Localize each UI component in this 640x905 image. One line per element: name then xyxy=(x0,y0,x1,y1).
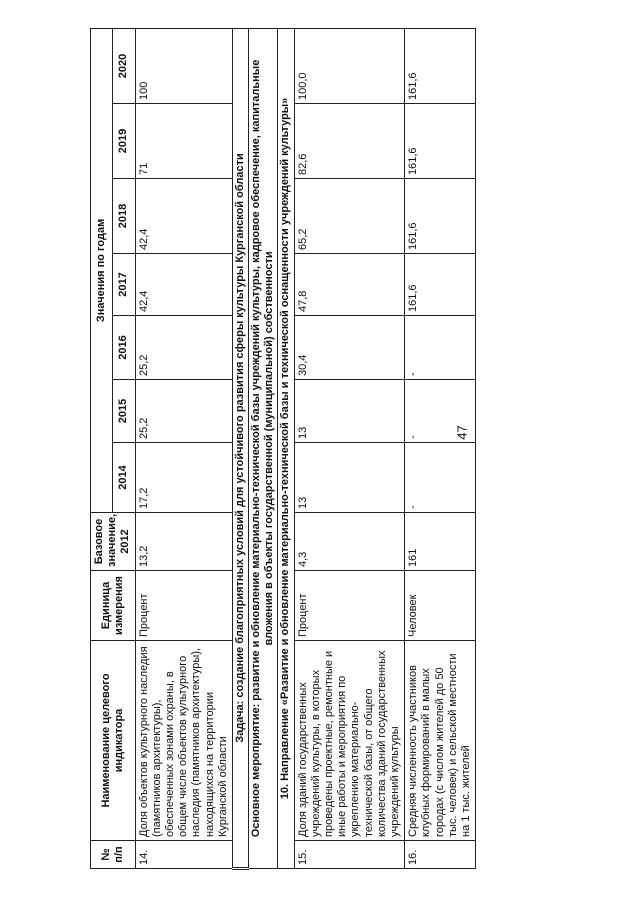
indicators-table xyxy=(90,28,476,870)
indicator-name: Доля объектов культурного наследия (памятников архитектуры), обеспеченных зонами охраны, в общем числе объектов культурного наследия (памятников архитектуры), находящихся на территории Курганской области xyxy=(135,641,232,841)
year-value: 82,6 xyxy=(294,104,405,179)
task-row xyxy=(232,28,248,868)
year-value: - xyxy=(405,316,476,380)
indicator-name: Доля зданий государственных учреждений культуры, в которых проведены проектные, ремонтные и иные работы и мероприятия по укреплению материально-технической базы, от общего количества зданий государственных учреждений культуры xyxy=(294,641,405,841)
year-value: 161,6 xyxy=(405,28,476,103)
year-value: 17,2 xyxy=(135,443,232,513)
indicator-name: Средняя численность участников клубных формирований в малых городах (с числом жителей до 50 тыс. человек) и сельской местности на 1 тыс. жителей xyxy=(405,641,476,841)
year-value: 25,2 xyxy=(135,316,232,380)
unit-cell: Процент xyxy=(135,571,232,641)
row-num: 16. xyxy=(405,841,476,869)
year-value: 100,0 xyxy=(294,28,405,103)
header-year: 2014 xyxy=(113,443,135,513)
header-row-1 xyxy=(91,28,113,868)
header-year: 2016 xyxy=(113,316,135,380)
base-value: 4,3 xyxy=(294,513,405,571)
row-num: 14. xyxy=(135,841,232,869)
year-value: 42,4 xyxy=(135,254,232,316)
header-unit: Единица измерения xyxy=(91,571,136,641)
rotated-page xyxy=(90,30,476,870)
page-number: 47 xyxy=(454,425,470,440)
main-event-heading: Основное мероприятие: развитие и обновление материально-технической базы учреждений культуры, кадровое обеспечение, капитальные вложения в объекты государственной (муниципальной) собственности xyxy=(249,28,278,868)
direction-row xyxy=(278,28,294,868)
year-value: 13 xyxy=(294,443,405,513)
year-value: 25,2 xyxy=(135,380,232,443)
year-value: 161,6 xyxy=(405,254,476,316)
header-year: 2017 xyxy=(113,254,135,316)
year-value: 100 xyxy=(135,28,232,103)
header-year: 2015 xyxy=(113,380,135,443)
year-value: 161,6 xyxy=(405,104,476,179)
header-base: Базовое значение, 2012 xyxy=(91,513,136,571)
table-row xyxy=(135,28,232,868)
header-year: 2020 xyxy=(113,28,135,103)
year-value: 65,2 xyxy=(294,179,405,254)
row-num: 15. xyxy=(294,841,405,869)
year-value: 161,6 xyxy=(405,179,476,254)
year-value: 30,4 xyxy=(294,316,405,380)
direction-heading: 10. Направление «Развитие и обновление материально-технической базы и технической оснащенности учреждений культуры» xyxy=(278,28,294,868)
year-value: 47,8 xyxy=(294,254,405,316)
base-value: 161 xyxy=(405,513,476,571)
year-value: 42,4 xyxy=(135,179,232,254)
header-name: Наименование целевого индикатора xyxy=(91,641,136,841)
year-value: - xyxy=(405,380,476,443)
task-heading: Задача: создание благоприятных условий для устойчивого развития сферы культуры Курганской области xyxy=(232,28,248,868)
header-year: 2019 xyxy=(113,104,135,179)
table-row xyxy=(294,28,405,868)
year-value: - xyxy=(405,443,476,513)
header-num: № п/п xyxy=(91,841,136,869)
main-event-row xyxy=(249,28,278,868)
year-value: 71 xyxy=(135,104,232,179)
base-value: 13,2 xyxy=(135,513,232,571)
header-year: 2018 xyxy=(113,179,135,254)
header-values-by-year: Значения по годам xyxy=(91,28,113,512)
unit-cell: Процент xyxy=(294,571,405,641)
table-row xyxy=(405,28,476,868)
unit-cell: Человек xyxy=(405,571,476,641)
year-value: 13 xyxy=(294,380,405,443)
